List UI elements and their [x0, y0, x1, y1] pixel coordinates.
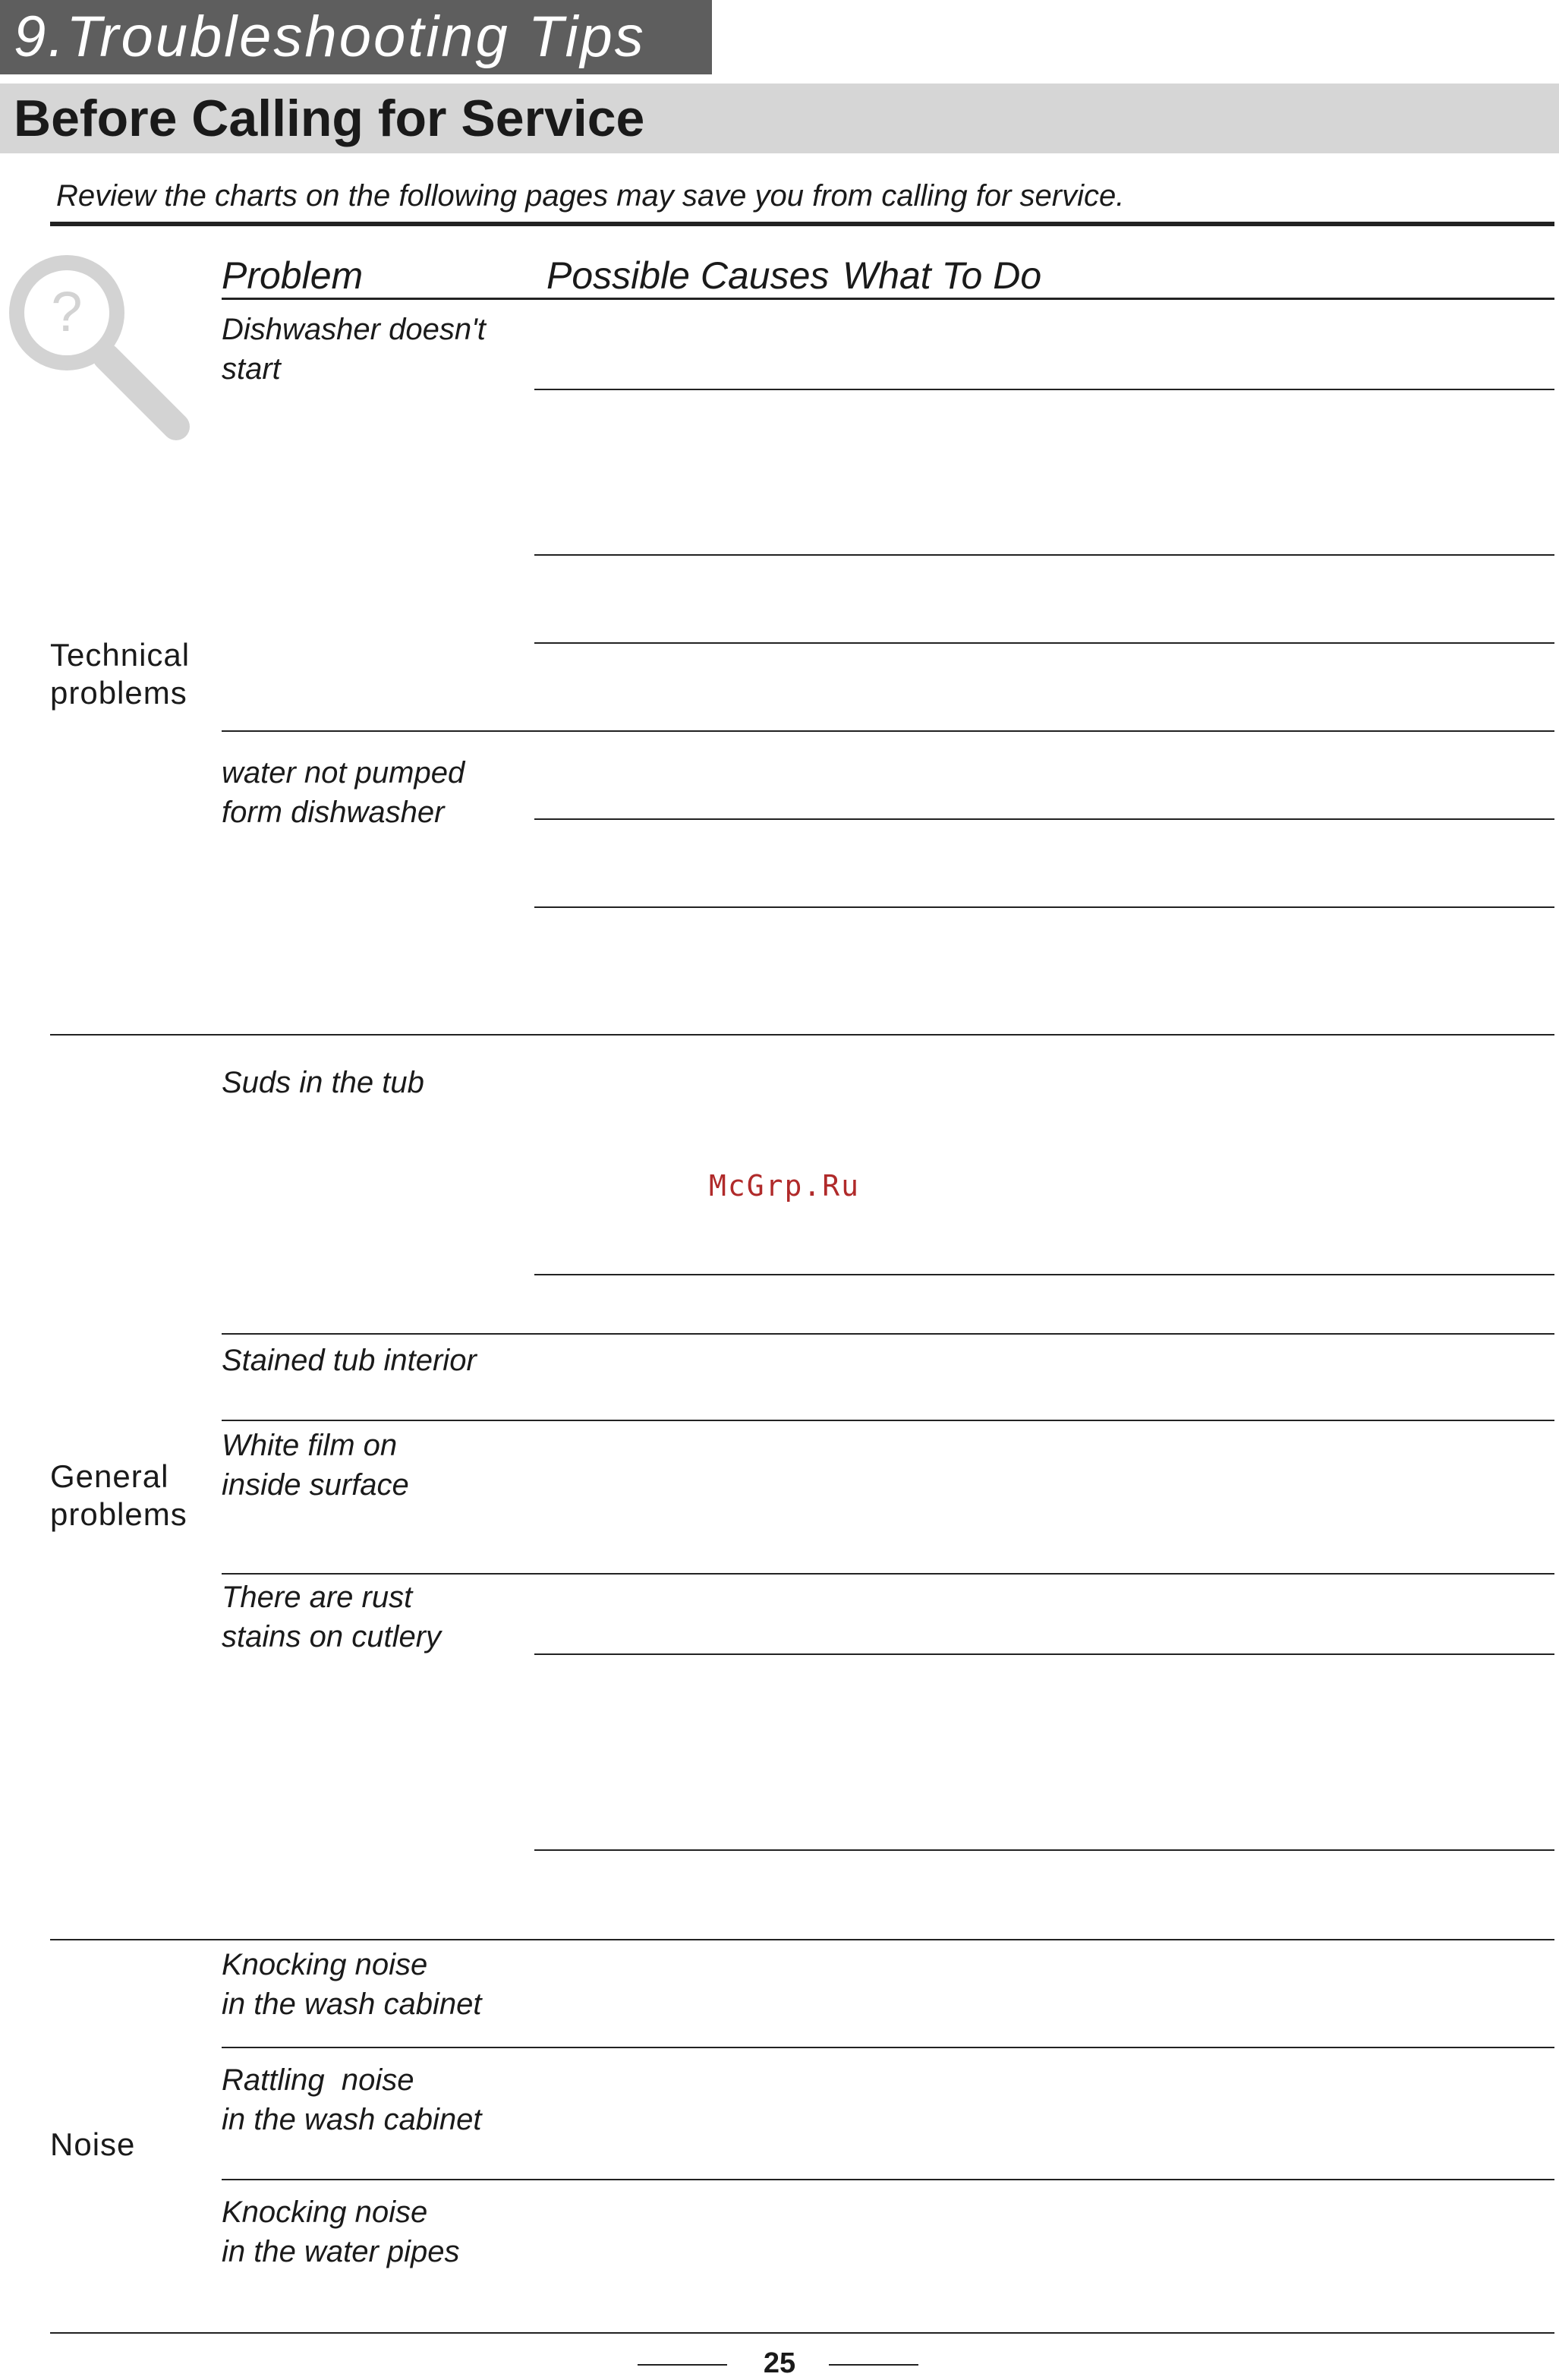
svg-text:?: ?: [51, 280, 83, 343]
problem-dishwasher-doesnt-start: Dishwasher doesn't start: [222, 313, 486, 386]
problem-rattling-cabinet: Rattling noise in the wash cabinet: [222, 2063, 482, 2136]
row-divider: [534, 554, 1554, 556]
section-title: 9.Troubleshooting Tips: [0, 0, 712, 74]
column-header-todo: What To Do: [842, 254, 1042, 297]
row-divider: [534, 1274, 1554, 1275]
page-title: Before Calling for Service: [0, 84, 1559, 153]
row-divider: [534, 906, 1554, 908]
column-header-underline: [222, 298, 1554, 300]
section-divider: [50, 1939, 1554, 1940]
row-divider: [222, 1333, 1554, 1335]
problem-knocking-cabinet: Knocking noise in the wash cabinet: [222, 1948, 482, 2021]
watermark-text: McGrp.Ru: [709, 1169, 861, 1203]
problem-stained-tub: Stained tub interior: [222, 1344, 477, 1377]
category-noise: Noise: [50, 2126, 136, 2162]
row-divider: [534, 642, 1554, 644]
problem-white-film: White film on inside surface: [222, 1429, 409, 1502]
column-header-causes: Possible Causes: [546, 254, 830, 297]
column-header-problem: Problem: [222, 254, 364, 297]
row-divider: [222, 730, 1554, 732]
row-divider: [534, 1849, 1554, 1851]
row-divider: [222, 2047, 1554, 2048]
row-divider: [534, 818, 1554, 820]
category-technical: Technical problems: [50, 637, 191, 711]
row-divider: [222, 2179, 1554, 2180]
table-bottom-divider: [50, 2332, 1554, 2334]
problem-suds-in-tub: Suds in the tub: [222, 1066, 424, 1099]
row-divider: [222, 1573, 1554, 1575]
category-general: General problems: [50, 1458, 187, 1532]
magnifier-question-icon: [8, 251, 190, 440]
intro-text: Review the charts on the following pages may save you from calling for service.: [56, 179, 1125, 213]
row-divider: [534, 1653, 1554, 1655]
section-divider: [50, 1034, 1554, 1036]
page-number: 25: [763, 2347, 796, 2379]
problem-rust-stains: There are rust stains on cutlery: [222, 1581, 442, 1653]
problem-knocking-pipes: Knocking noise in the water pipes: [222, 2196, 460, 2268]
problem-water-not-pumped: water not pumped form dishwasher: [222, 756, 465, 829]
row-divider: [222, 1420, 1554, 1421]
header-divider: [50, 222, 1554, 226]
row-divider: [534, 389, 1554, 390]
